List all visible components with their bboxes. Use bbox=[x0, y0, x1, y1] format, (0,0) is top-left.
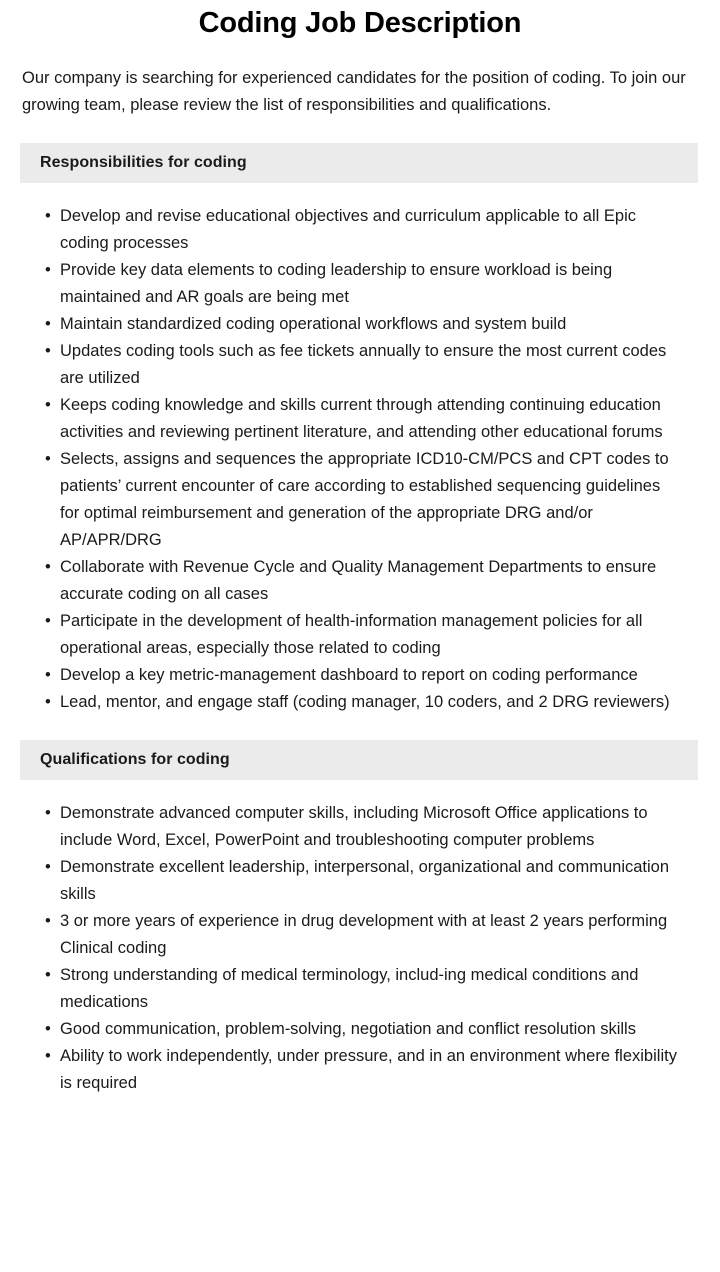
list-item bbox=[45, 854, 681, 908]
list-item-text: Demonstrate excellent leadership, interpersonal, organizational and communication skills bbox=[60, 858, 670, 903]
list-item-text: Keeps coding knowledge and skills current through attending continuing education activities and reviewing pertinent literature, and attending other educational forums bbox=[60, 396, 663, 441]
bullet-list bbox=[0, 183, 720, 716]
section-header-band bbox=[20, 740, 698, 780]
list-item-text: Lead, mentor, and engage staff (coding manager, 10 coders, and 2 DRG reviewers) bbox=[60, 693, 670, 711]
list-item-text: Selects, assigns and sequences the appropriate ICD10-CM/PCS and CPT codes to patients’ current encounter of care according to established sequencing guidelines for optimal reimbursement and generation of the appropriate DRG and/or AP/APR/DRG bbox=[60, 450, 669, 549]
list-item-text: Ability to work independently, under pressure, and in an environment where flexibility is required bbox=[60, 1047, 677, 1092]
list-item bbox=[45, 392, 681, 446]
list-item-text: Develop a key metric-management dashboard to report on coding performance bbox=[60, 666, 638, 684]
list-item-text: Provide key data elements to coding leadership to ensure workload is being maintained and AR goals are being met bbox=[60, 261, 613, 306]
sections-container bbox=[0, 143, 720, 1141]
list-item bbox=[45, 338, 681, 392]
bullet-point-icon: • bbox=[45, 693, 51, 711]
bullet-point-icon: • bbox=[45, 1047, 51, 1065]
bullet-list bbox=[0, 780, 720, 1141]
list-item bbox=[45, 257, 681, 311]
list-item bbox=[45, 689, 681, 716]
list-item bbox=[45, 1043, 681, 1097]
list-item bbox=[45, 311, 681, 338]
bullet-point-icon: • bbox=[45, 558, 51, 576]
list-item-text: Maintain standardized coding operational workflows and system build bbox=[60, 315, 567, 333]
list-item bbox=[45, 1016, 681, 1043]
bullet-point-icon: • bbox=[45, 858, 51, 876]
list-item bbox=[45, 554, 681, 608]
list-item-text: Good communication, problem-solving, negotiation and conflict resolution skills bbox=[60, 1020, 636, 1038]
bullet-point-icon: • bbox=[45, 612, 51, 630]
list-item-text: Demonstrate advanced computer skills, including Microsoft Office applications to include Word, Excel, PowerPoint and troubleshooting computer problems bbox=[60, 804, 648, 849]
list-item bbox=[45, 800, 681, 854]
list-item-text: 3 or more years of experience in drug development with at least 2 years performing Clinical coding bbox=[60, 912, 668, 957]
list-item bbox=[45, 662, 681, 689]
list-item-text: Updates coding tools such as fee tickets annually to ensure the most current codes are utilized bbox=[60, 342, 667, 387]
list-item-text: Strong understanding of medical terminology, includ-ing medical conditions and medications bbox=[60, 966, 639, 1011]
bullet-point-icon: • bbox=[45, 450, 51, 468]
bullet-point-icon: • bbox=[45, 207, 51, 225]
section-header-band bbox=[20, 143, 698, 183]
intro-paragraph: Our company is searching for experienced candidates for the position of coding. To join our growing team, please review the list of responsibilities and qualifications. bbox=[22, 69, 686, 114]
list-item-text: Develop and revise educational objectives and curriculum applicable to all Epic coding processes bbox=[60, 207, 636, 252]
list-item bbox=[45, 446, 681, 554]
bullet-point-icon: • bbox=[45, 804, 51, 822]
page-title: Coding Job Description bbox=[198, 7, 522, 39]
bullet-point-icon: • bbox=[45, 342, 51, 360]
bullet-point-icon: • bbox=[45, 261, 51, 279]
section bbox=[0, 740, 720, 1141]
bullet-point-icon: • bbox=[45, 1020, 51, 1038]
bullet-point-icon: • bbox=[45, 966, 51, 984]
bullet-point-icon: • bbox=[45, 912, 51, 930]
bullet-point-icon: • bbox=[45, 666, 51, 684]
list-item bbox=[45, 608, 681, 662]
bullet-point-icon: • bbox=[45, 315, 51, 333]
section bbox=[0, 143, 720, 716]
list-item bbox=[45, 908, 681, 962]
bullet-point-icon: • bbox=[45, 396, 51, 414]
list-item bbox=[45, 962, 681, 1016]
list-item bbox=[45, 203, 681, 257]
section-heading: Responsibilities for coding bbox=[40, 154, 247, 171]
list-item-text: Participate in the development of health-information management policies for all operational areas, especially those related to coding bbox=[60, 612, 643, 657]
list-item-text: Collaborate with Revenue Cycle and Quality Management Departments to ensure accurate coding on all cases bbox=[60, 558, 657, 603]
section-heading: Qualifications for coding bbox=[40, 751, 230, 768]
